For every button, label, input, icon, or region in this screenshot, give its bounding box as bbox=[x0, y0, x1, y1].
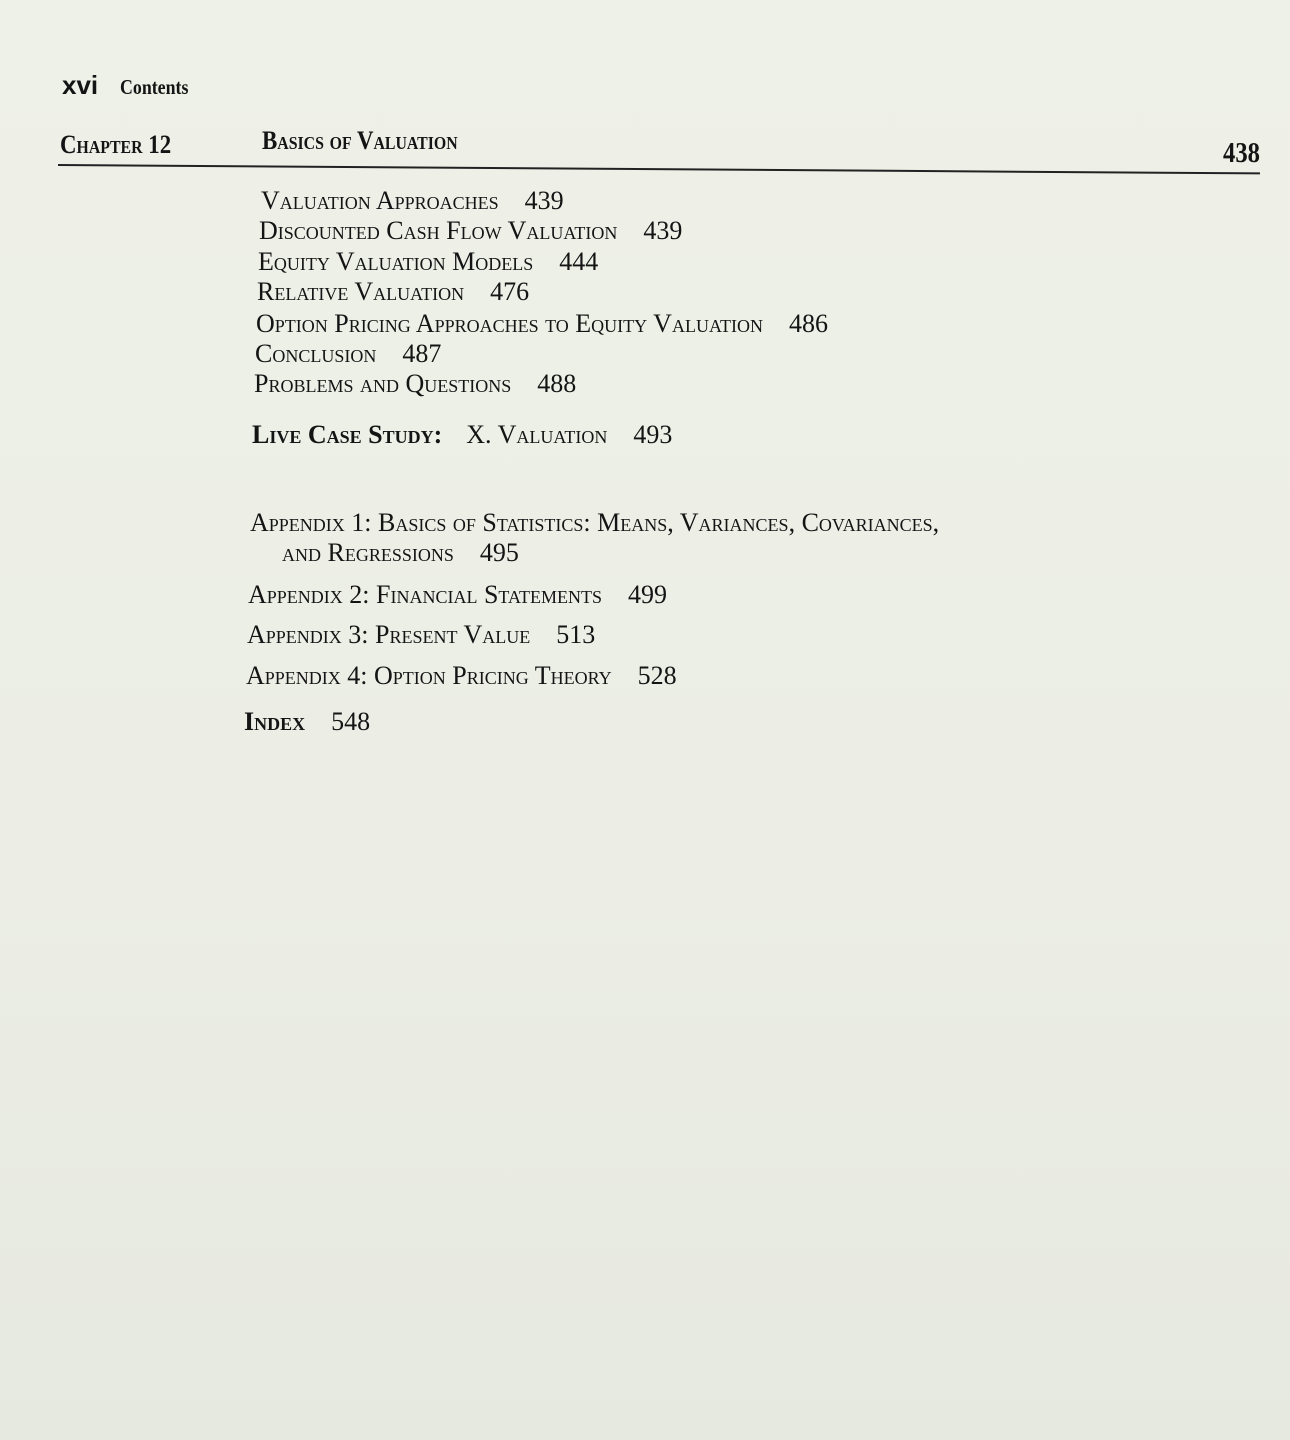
toc-entry: Discounted Cash Flow Valuation 439 bbox=[259, 216, 683, 245]
appendix-entry: Appendix 1: Basics of Statistics: Means, Variances, Covariances, and Regressions 495 bbox=[250, 508, 940, 567]
toc-entry: Problems and Questions 488 bbox=[254, 369, 577, 398]
chapter-label: Chapter 12 bbox=[60, 130, 172, 159]
chapter-page-number: 438 bbox=[1223, 138, 1260, 169]
toc-entry: Relative Valuation 476 bbox=[257, 277, 530, 306]
toc-entry: Conclusion 487 bbox=[255, 339, 442, 368]
case-study-entry: Live Case Study: X. Valuation 493 bbox=[252, 420, 673, 449]
appendix-entry: Appendix 3: Present Value 513 bbox=[247, 620, 596, 649]
appendix-entry: Appendix 2: Financial Statements 499 bbox=[248, 580, 667, 609]
toc-entry: Valuation Approaches 439 bbox=[261, 186, 564, 215]
appendix-entry: Appendix 4: Option Pricing Theory 528 bbox=[246, 661, 677, 690]
toc-entry: Option Pricing Approaches to Equity Valuation 486 bbox=[256, 309, 828, 338]
toc-entry: Equity Valuation Models 444 bbox=[258, 247, 599, 276]
page-folio: xvi bbox=[62, 70, 99, 100]
running-head bbox=[62, 70, 201, 101]
index-entry: Index 548 bbox=[244, 707, 371, 736]
chapter-heading bbox=[60, 126, 1260, 169]
running-title: Contents bbox=[120, 75, 189, 99]
chapter-title: Basics of Valuation bbox=[262, 126, 458, 155]
